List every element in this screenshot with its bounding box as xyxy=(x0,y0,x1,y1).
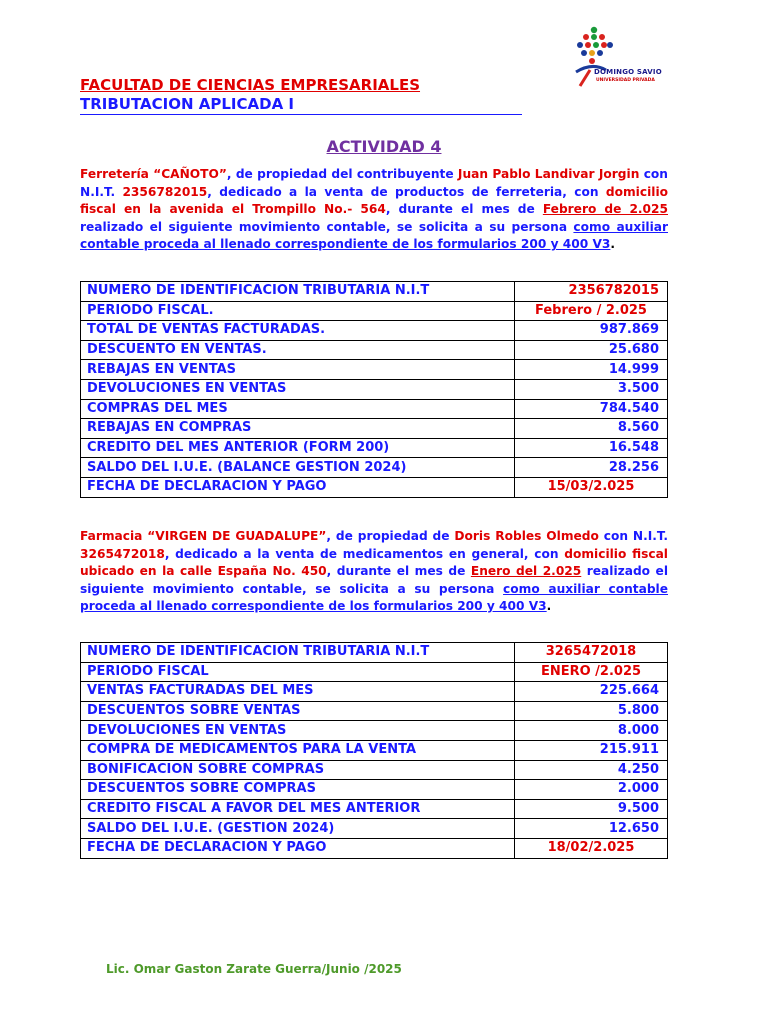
table-row xyxy=(81,780,668,800)
row-value: 28.256 xyxy=(515,458,668,478)
row-label: DESCUENTOS SOBRE VENTAS xyxy=(81,701,515,721)
case1-paragraph xyxy=(80,166,668,254)
case1-text: , dedicado a la venta de productos de ferreteria, con xyxy=(207,184,606,199)
case1-text: con N.I.T. xyxy=(80,167,668,199)
case2-nit: 3265472018 xyxy=(80,546,165,561)
case2-request: como auxiliar contable proceda al llenado correspondiente de los formularios 200 y 400 V3 xyxy=(80,581,668,614)
case2-business: Farmacia “VIRGEN DE GUADALUPE” xyxy=(80,529,327,543)
case2-text: , de propiedad de xyxy=(326,529,455,543)
activity-title xyxy=(0,137,768,156)
row-label: PERIODO FISCAL xyxy=(81,662,515,682)
case1-nit: 2356782015 xyxy=(122,184,208,199)
table-row xyxy=(81,379,668,399)
row-value: 8.560 xyxy=(515,419,668,439)
table-row xyxy=(81,419,668,439)
footer-author: Lic. Omar Gaston Zarate Guerra/Junio /2025 xyxy=(106,962,402,976)
row-label: COMPRA DE MEDICAMENTOS PARA LA VENTA xyxy=(81,740,515,760)
row-label: COMPRAS DEL MES xyxy=(81,399,515,419)
document-header xyxy=(80,76,522,115)
case1-business: Ferretería “CAÑOTO” xyxy=(80,167,227,181)
row-label: NUMERO DE IDENTIFICACION TRIBUTARIA N.I.T xyxy=(81,282,515,302)
row-label: REBAJAS EN COMPRAS xyxy=(81,419,515,439)
table-row xyxy=(81,340,668,360)
logo-name: DOMINGO SAVIO xyxy=(594,68,662,76)
row-label: SALDO DEL I.U.E. (BALANCE GESTION 2024) xyxy=(81,458,515,478)
table-row xyxy=(81,799,668,819)
table-row xyxy=(81,477,668,497)
case2-text: realizado el siguiente movimiento contable, se solicita a su persona xyxy=(80,564,668,596)
table-row xyxy=(81,321,668,341)
activity-title-text: ACTIVIDAD 4 xyxy=(326,137,442,156)
table-row xyxy=(81,399,668,419)
row-label: NUMERO DE IDENTIFICACION TRIBUTARIA N.I.T xyxy=(81,643,515,663)
case1-request: como auxiliar contable proceda al llenado correspondiente de los formularios 200 y 400 V3 xyxy=(80,219,668,252)
case2-text: con N.I.T. xyxy=(598,529,668,543)
case1-owner: Juan Pablo Landivar Jorgin xyxy=(457,167,640,181)
case1-text: , de propiedad del contribuyente xyxy=(226,167,458,181)
table-row xyxy=(81,682,668,702)
table-row xyxy=(81,740,668,760)
table-row xyxy=(81,360,668,380)
logo-subtitle: UNIVERSIDAD PRIVADA xyxy=(596,78,655,83)
row-label: DESCUENTO EN VENTAS. xyxy=(81,340,515,360)
case1-text: , durante el mes de xyxy=(385,202,543,217)
row-label: FECHA DE DECLARACION Y PAGO xyxy=(81,477,515,497)
case2-owner: Doris Robles Olmedo xyxy=(454,529,599,543)
case1-table xyxy=(80,281,668,498)
row-label: BONIFICACION SOBRE COMPRAS xyxy=(81,760,515,780)
table-row xyxy=(81,458,668,478)
table-row xyxy=(81,438,668,458)
row-label: DEVOLUCIONES EN VENTAS xyxy=(81,721,515,741)
case1-address: domicilio fiscal en la avenida el Trompillo No.- 564 xyxy=(80,184,668,217)
table-row xyxy=(81,721,668,741)
case1-month: Febrero de 2.025 xyxy=(542,202,668,217)
row-value: 5.800 xyxy=(515,701,668,721)
row-value: 9.500 xyxy=(515,799,668,819)
faculty-title: FACULTAD DE CIENCIAS EMPRESARIALES xyxy=(80,76,421,94)
row-value: 14.999 xyxy=(515,360,668,380)
row-value: 215.911 xyxy=(515,740,668,760)
table-row xyxy=(81,643,668,663)
case2-period: . xyxy=(546,599,552,614)
row-value: 2356782015 xyxy=(515,282,668,302)
row-label: REBAJAS EN VENTAS xyxy=(81,360,515,380)
case1-text: realizado el siguiente movimiento contable, se solicita a su persona xyxy=(80,219,574,234)
course-title: TRIBUTACION APLICADA I xyxy=(80,95,522,115)
row-label: CREDITO DEL MES ANTERIOR (FORM 200) xyxy=(81,438,515,458)
table-row xyxy=(81,282,668,302)
row-value: 3265472018 xyxy=(515,643,668,663)
row-label: DEVOLUCIONES EN VENTAS xyxy=(81,379,515,399)
university-logo xyxy=(570,26,674,96)
case2-paragraph xyxy=(80,528,668,616)
case2-address: domicilio fiscal ubicado en la calle España No. 450 xyxy=(80,546,668,579)
row-value: 4.250 xyxy=(515,760,668,780)
row-value: 16.548 xyxy=(515,438,668,458)
row-value: 18/02/2.025 xyxy=(515,838,668,858)
row-label: PERIODO FISCAL. xyxy=(81,301,515,321)
table-row xyxy=(81,301,668,321)
row-value: Febrero / 2.025 xyxy=(515,301,668,321)
row-label: VENTAS FACTURADAS DEL MES xyxy=(81,682,515,702)
row-value: ENERO /2.025 xyxy=(515,662,668,682)
row-value: 12.650 xyxy=(515,819,668,839)
table-row xyxy=(81,701,668,721)
row-value: 784.540 xyxy=(515,399,668,419)
row-value: 8.000 xyxy=(515,721,668,741)
row-label: CREDITO FISCAL A FAVOR DEL MES ANTERIOR xyxy=(81,799,515,819)
case2-month: Enero del 2.025 xyxy=(470,564,582,579)
row-label: FECHA DE DECLARACION Y PAGO xyxy=(81,838,515,858)
case2-table xyxy=(80,642,668,859)
row-value: 225.664 xyxy=(515,682,668,702)
row-label: SALDO DEL I.U.E. (GESTION 2024) xyxy=(81,819,515,839)
row-value: 2.000 xyxy=(515,780,668,800)
table-row xyxy=(81,662,668,682)
logo-figure-icon xyxy=(570,26,674,96)
row-value: 15/03/2.025 xyxy=(515,477,668,497)
table-row xyxy=(81,760,668,780)
row-value: 25.680 xyxy=(515,340,668,360)
row-value: 987.869 xyxy=(515,321,668,341)
case2-text: , durante el mes de xyxy=(326,564,471,579)
table-row xyxy=(81,838,668,858)
case1-period: . xyxy=(610,237,616,252)
row-label: DESCUENTOS SOBRE COMPRAS xyxy=(81,780,515,800)
table-row xyxy=(81,819,668,839)
case2-text: , dedicado a la venta de medicamentos en general, con xyxy=(164,546,565,561)
row-value: 3.500 xyxy=(515,379,668,399)
row-label: TOTAL DE VENTAS FACTURADAS. xyxy=(81,321,515,341)
